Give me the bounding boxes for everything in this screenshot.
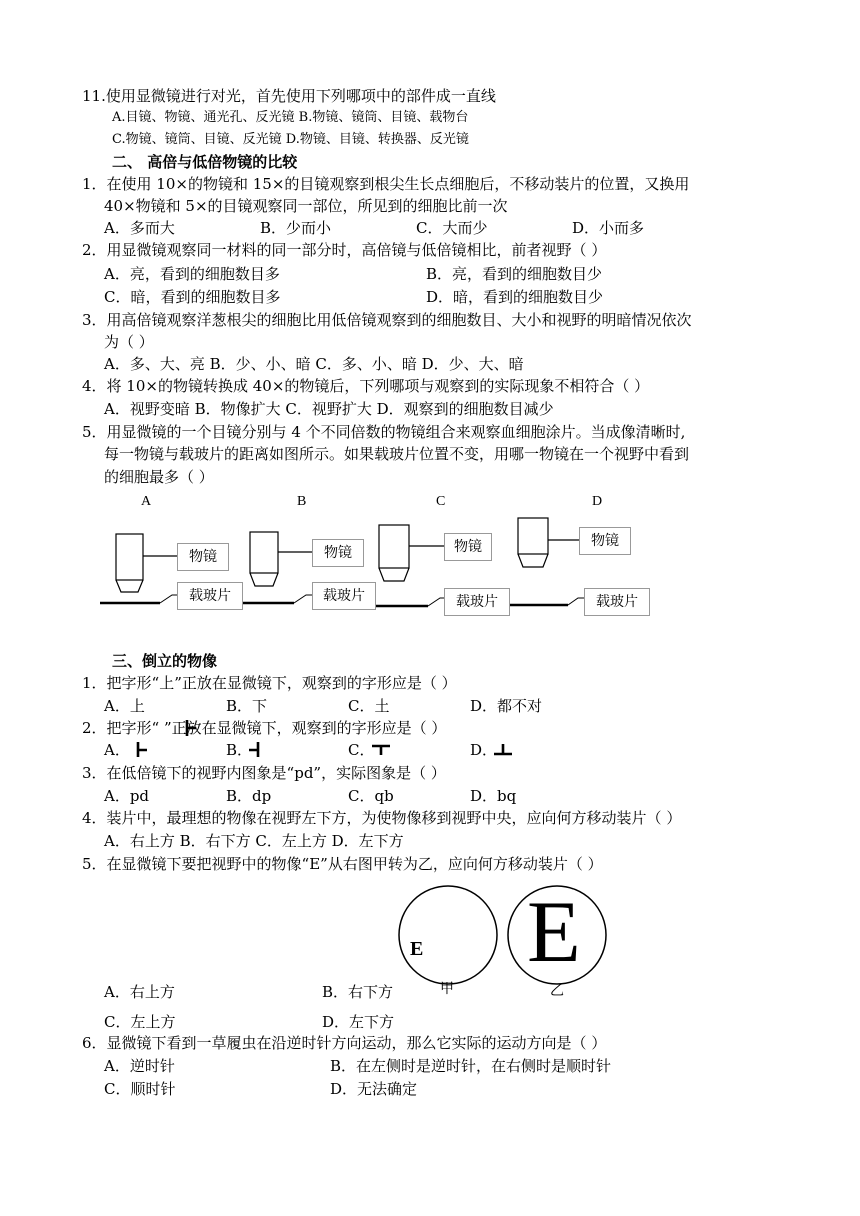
s3-q1-line1: 1．把字形“上”正放在显微镜下，观察到的字形应是（ ）: [82, 674, 457, 692]
s2-q1-option-d: D．小而多: [572, 219, 645, 237]
s2-q3-options: A．多、大、亮 B．少、小、暗 C．多、小、暗 D．少、大、暗: [104, 355, 524, 373]
s3-q5-option-b: B．右下方: [322, 983, 394, 1001]
slide-c-label: 载玻片: [444, 588, 510, 616]
diagram-label-d: D: [592, 494, 603, 509]
s3-q6-line1: 6．显微镜下看到一草履虫在沿逆时针方向运动，那么它实际的运动方向是（ ）: [82, 1034, 607, 1052]
slide-d-label: 载玻片: [584, 588, 650, 616]
diagram-label-a: A: [141, 494, 152, 509]
s2-q1-line2: 40×物镜和 5×的目镜观察同一部位，所见到的细胞比前一次: [104, 197, 508, 215]
section-3-title: 三、倒立的物像: [112, 652, 218, 670]
s3-q3-option-c: C．qb: [348, 787, 394, 805]
s3-q4-line1: 4．装片中，最理想的物像在视野左下方，为使物像移到视野中央，应向何方移动装片（ ）: [82, 809, 682, 827]
s3-q1-option-a: A．上: [104, 697, 145, 715]
s3-q6-option-d: D．无法确定: [330, 1080, 418, 1098]
s3-q6-option-a: A．逆时针: [104, 1057, 175, 1075]
s2-q3-line2: 为（ ）: [104, 333, 154, 351]
s3-q3-option-b: B．dp: [226, 787, 272, 805]
s3-q1-option-d: D．都不对: [470, 697, 543, 715]
big-e-letter: E: [527, 884, 581, 981]
s3-q1-option-c: C．土: [348, 697, 390, 715]
s2-q5-line2: 每一物镜与载玻片的距离如图所示。如果载玻片位置不变，用哪一物镜在一个视野中看到: [104, 445, 690, 463]
s3-q2-option-a: A．: [104, 741, 130, 759]
diagram-label-c: C: [436, 494, 446, 509]
s2-q1-option-b: B．少而小: [260, 219, 332, 237]
s2-q5-line3: 的细胞最多（ ）: [104, 468, 214, 486]
s2-q3-line1: 3．用高倍镜观察洋葱根尖的细胞比用低倍镜观察到的细胞数目、大小和视野的明暗情况依次: [82, 311, 692, 329]
s2-q1-option-c: C．大而少: [416, 219, 488, 237]
s2-q2-option-b: B．亮，看到的细胞数目少: [426, 265, 603, 283]
objective-a-label: 物镜: [177, 543, 229, 571]
s3-q6-option-b: B．在左侧时是逆时针，在右侧时是顺时针: [330, 1057, 612, 1075]
objective-c-label: 物镜: [444, 533, 492, 561]
s2-q1-line1: 1．在使用 10×的物镜和 15×的目镜观察到根尖生长点细胞后，不移动装片的位置，又换用: [82, 175, 690, 193]
s3-q2-line1: 2．把字形“ ”正放在显微镜下，观察到的字形应是（ ）: [82, 719, 447, 737]
slide-a-label: 载玻片: [177, 582, 243, 610]
s2-q1-option-a: A．多而大: [104, 219, 175, 237]
s3-q2-option-b: B．: [226, 741, 253, 759]
s3-q5-line1: 5．在显微镜下要把视野中的物像“E”从右图甲转为乙，应向何方移动装片（ ）: [82, 855, 603, 873]
question-11-options-1: A.目镜、物镜、通光孔、反光镜 B.物镜、镜筒、目镜、载物台: [112, 110, 469, 125]
s3-q6-option-c: C．顺时针: [104, 1080, 176, 1098]
caption-yi: 乙: [550, 983, 564, 999]
question-11-stem: 11.使用显微镜进行对光，首先使用下列哪项中的部件成一直线: [82, 87, 496, 105]
question-11-options-2: C.物镜、镜筒、目镜、反光镜 D.物镜、目镜、转换器、反光镜: [112, 132, 469, 147]
caption-jia: 甲: [440, 981, 454, 997]
s2-q2-option-d: D．暗，看到的细胞数目少: [426, 288, 604, 306]
s3-q2-option-c: C．: [348, 741, 375, 759]
slide-b-label: 载玻片: [312, 582, 376, 610]
s3-q1-option-b: B．下: [226, 697, 268, 715]
section-2-title: 二、 高倍与低倍物镜的比较: [112, 153, 298, 171]
s2-q2-option-c: C．暗，看到的细胞数目多: [104, 288, 281, 306]
objective-b-label: 物镜: [312, 539, 364, 567]
s2-q2-option-a: A．亮，看到的细胞数目多: [104, 265, 280, 283]
s3-q3-option-a: A．pd: [104, 787, 150, 805]
objective-d-label: 物镜: [579, 527, 631, 555]
s2-q5-line1: 5．用显微镜的一个目镜分别与 4 个不同倍数的物镜组合来观察血细胞涂片。当成像清晰时,: [82, 423, 686, 441]
s3-q4-options: A．右上方 B．右下方 C．左上方 D．左下方: [104, 832, 404, 850]
s3-q5-option-a: A．右上方: [104, 983, 175, 1001]
s2-q2-line1: 2．用显微镜观察同一材料的同一部分时，高倍镜与低倍镜相比，前者视野（ ）: [82, 241, 607, 259]
s3-q5-option-d: D．左下方: [322, 1013, 395, 1031]
s3-q3-option-d: D．bq: [470, 787, 517, 805]
s2-q4-line1: 4．将 10×的物镜转换成 40×的物镜后，下列哪项与观察到的实际现象不相符合（ ）: [82, 377, 650, 395]
s2-q4-options: A．视野变暗 B．物像扩大 C．视野扩大 D．观察到的细胞数目减少: [104, 400, 554, 418]
s3-q3-line1: 3．在低倍镜下的视野内图象是“pd”，实际图象是（ ）: [82, 764, 446, 782]
small-e-letter: E: [410, 938, 424, 960]
s3-q2-option-d: D．: [470, 741, 498, 759]
s3-q5-option-c: C．左上方: [104, 1013, 176, 1031]
field-jia-circle: [399, 886, 497, 984]
diagram-label-b: B: [297, 494, 307, 509]
